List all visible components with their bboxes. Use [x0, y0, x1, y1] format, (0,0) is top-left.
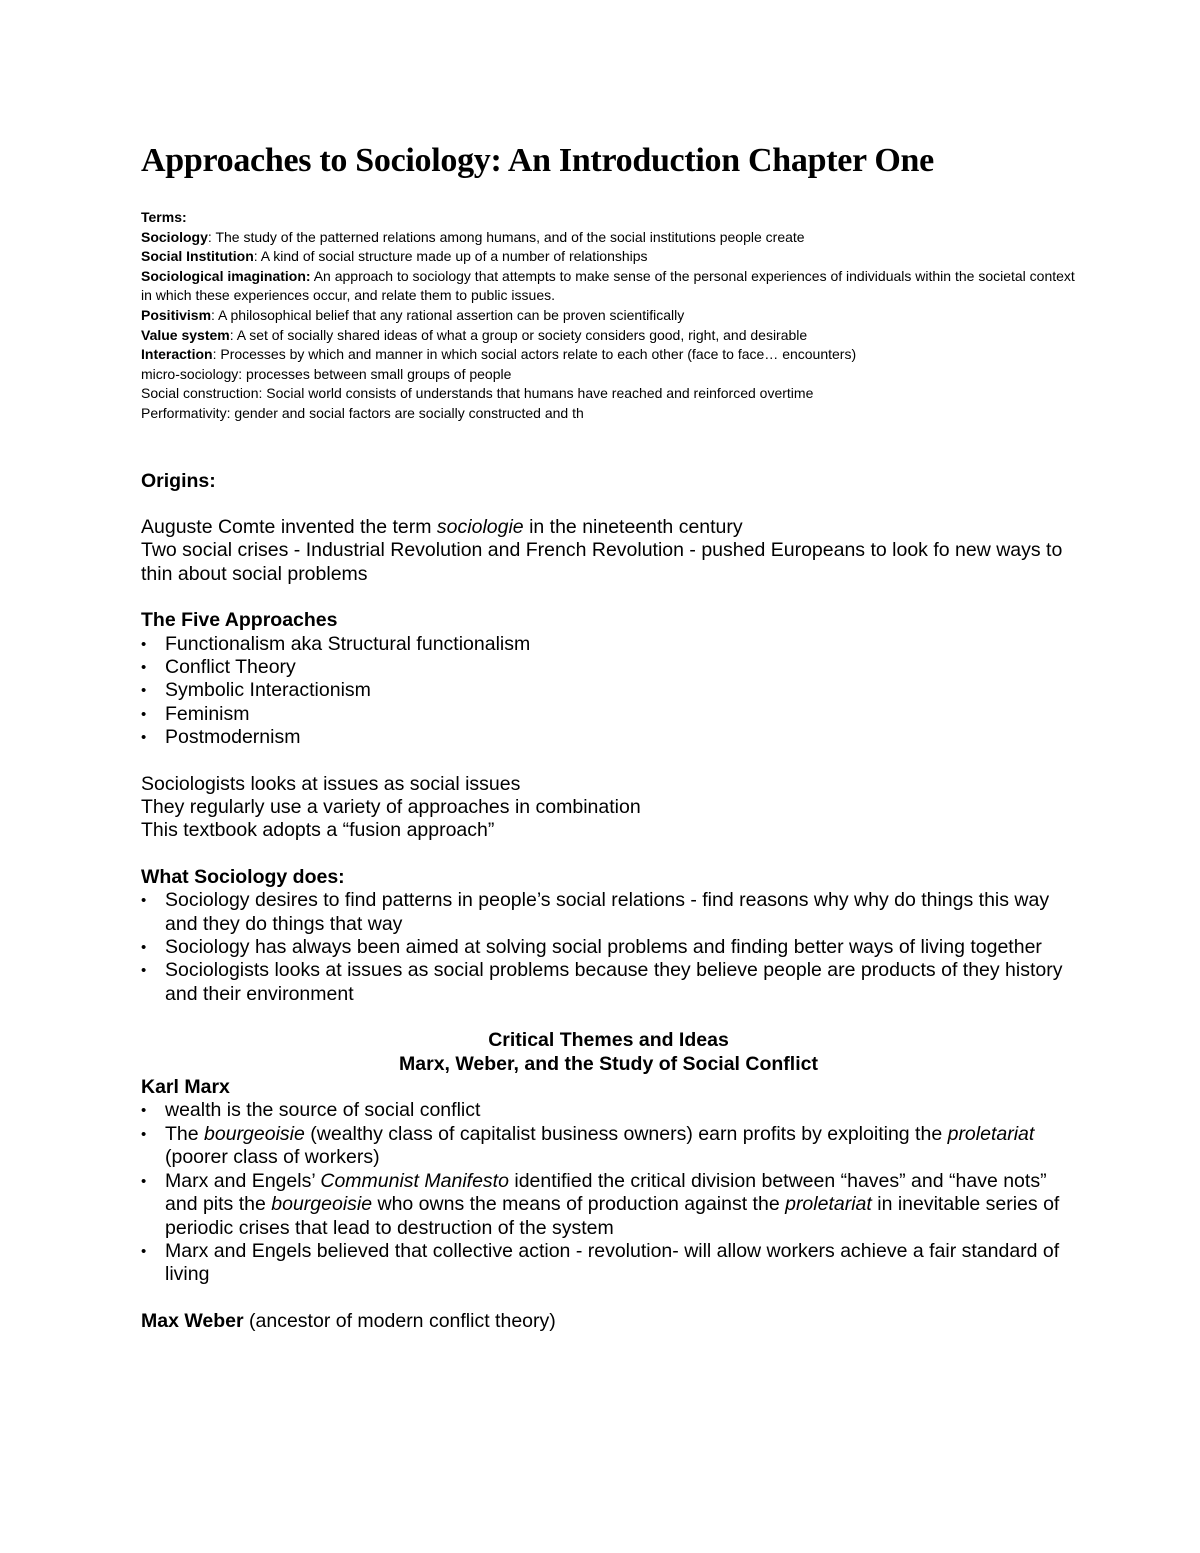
list-item: • Symbolic Interactionism	[141, 679, 1076, 702]
max-weber-heading: Max Weber	[141, 1309, 244, 1332]
list-item: • Marx and Engels’ Communist Manifesto identified the critical division between “haves” and “have nots” and pits the bourgeoisie who owns the means of production against the proletariat in inevitable series of periodic crises that lead to destruction of the system	[141, 1170, 1076, 1240]
term-definition: Processes by which and manner in which social actors relate to each other (face to face… encounters)	[220, 346, 857, 363]
what-sociology-does-list	[141, 889, 1076, 1006]
note-line: They regularly use a variety of approaches in combination	[141, 796, 641, 818]
term-definition: The study of the patterned relations among humans, and of the social institutions people create	[215, 228, 805, 245]
what-sociology-does-heading: What Sociology does:	[141, 865, 345, 888]
term-name: Value system	[141, 326, 230, 343]
document-title: Approaches to Sociology: An Introduction Chapter One	[141, 142, 934, 179]
terms-heading: Terms:	[141, 209, 187, 225]
origins-line: Auguste Comte invented the term sociologie in the nineteenth century	[141, 515, 743, 538]
term-row: Positivism: A philosophical belief that any rational assertion can be proven scientifically	[141, 306, 685, 323]
note-line: Sociologists looks at issues as social issues	[141, 772, 521, 795]
term-name: Sociology	[141, 228, 208, 245]
term-plain-line: Social construction: Social world consists of understands that humans have reached and reinforced overtime	[141, 385, 814, 402]
term-definition: A philosophical belief that any rational assertion can be proven scientifically	[218, 306, 685, 323]
origins-line: Two social crises - Industrial Revolution and French Revolution - pushed Europeans to look fo new ways to thin about social problems	[141, 539, 1063, 585]
term-name: Interaction	[141, 346, 213, 363]
list-item: • Postmodernism	[141, 726, 1076, 749]
list-item: • Sociology has always been aimed at solving social problems and finding better ways of living together	[141, 936, 1076, 959]
karl-marx-heading: Karl Marx	[141, 1076, 230, 1099]
list-item: • wealth is the source of social conflict	[141, 1099, 1076, 1122]
origins-heading: Origins:	[141, 469, 216, 492]
list-item: • Feminism	[141, 703, 1076, 726]
term-name: Social Institution	[141, 248, 254, 265]
document-page	[141, 140, 1076, 1333]
term-definition: A set of socially shared ideas of what a group or society considers good, right, and desirable	[236, 326, 808, 343]
note-line: This textbook adopts a “fusion approach”	[141, 819, 495, 842]
term-row: Value system: A set of socially shared ideas of what a group or society considers good, right, and desirable	[141, 326, 808, 343]
term-name: Sociological imagination:	[141, 267, 311, 284]
list-item: • Sociologists looks at issues as social problems because they believe people are products of they history and their environment	[141, 959, 1076, 1006]
terms-section	[141, 208, 1076, 424]
term-row	[141, 267, 1076, 306]
list-item: • The bourgeoisie (wealthy class of capitalist business owners) earn profits by exploiting the proletariat (poorer class of workers)	[141, 1123, 1076, 1170]
karl-marx-list	[141, 1099, 1076, 1286]
term-plain-line: Performativity: gender and social factors are socially constructed and th	[141, 404, 584, 421]
critical-themes-title: Critical Themes and Ideas	[488, 1029, 729, 1052]
term-row: Sociology: The study of the patterned relations among humans, and of the social institutions people create	[141, 228, 805, 245]
max-weber-line: Max Weber (ancestor of modern conflict theory)	[141, 1309, 556, 1332]
origins-section	[141, 470, 1076, 1334]
list-item: • Functionalism aka Structural functionalism	[141, 633, 1076, 656]
term-row: Social Institution: A kind of social structure made up of a number of relationships	[141, 248, 648, 265]
list-item: • Marx and Engels believed that collective action - revolution- will allow workers achieve a fair standard of living	[141, 1240, 1076, 1287]
five-approaches-list	[141, 633, 1076, 750]
term-name: Positivism	[141, 306, 212, 323]
five-approaches-heading: The Five Approaches	[141, 609, 338, 632]
term-row: Interaction: Processes by which and manner in which social actors relate to each other (face to face… encounters)	[141, 346, 857, 363]
critical-themes-subtitle: Marx, Weber, and the Study of Social Conflict	[399, 1052, 818, 1075]
term-plain-line: micro-sociology: processes between small groups of people	[141, 365, 512, 382]
list-item: • Conflict Theory	[141, 656, 1076, 679]
list-item: • Sociology desires to find patterns in people’s social relations - find reasons why why do things this way and they do things that way	[141, 889, 1076, 936]
term-definition: A kind of social structure made up of a number of relationships	[260, 248, 648, 265]
term-definition: An approach to sociology that attempts to make sense of the personal experiences of individuals within the societal context in which these experiences occur, and relate them to public issues.	[141, 267, 1075, 304]
